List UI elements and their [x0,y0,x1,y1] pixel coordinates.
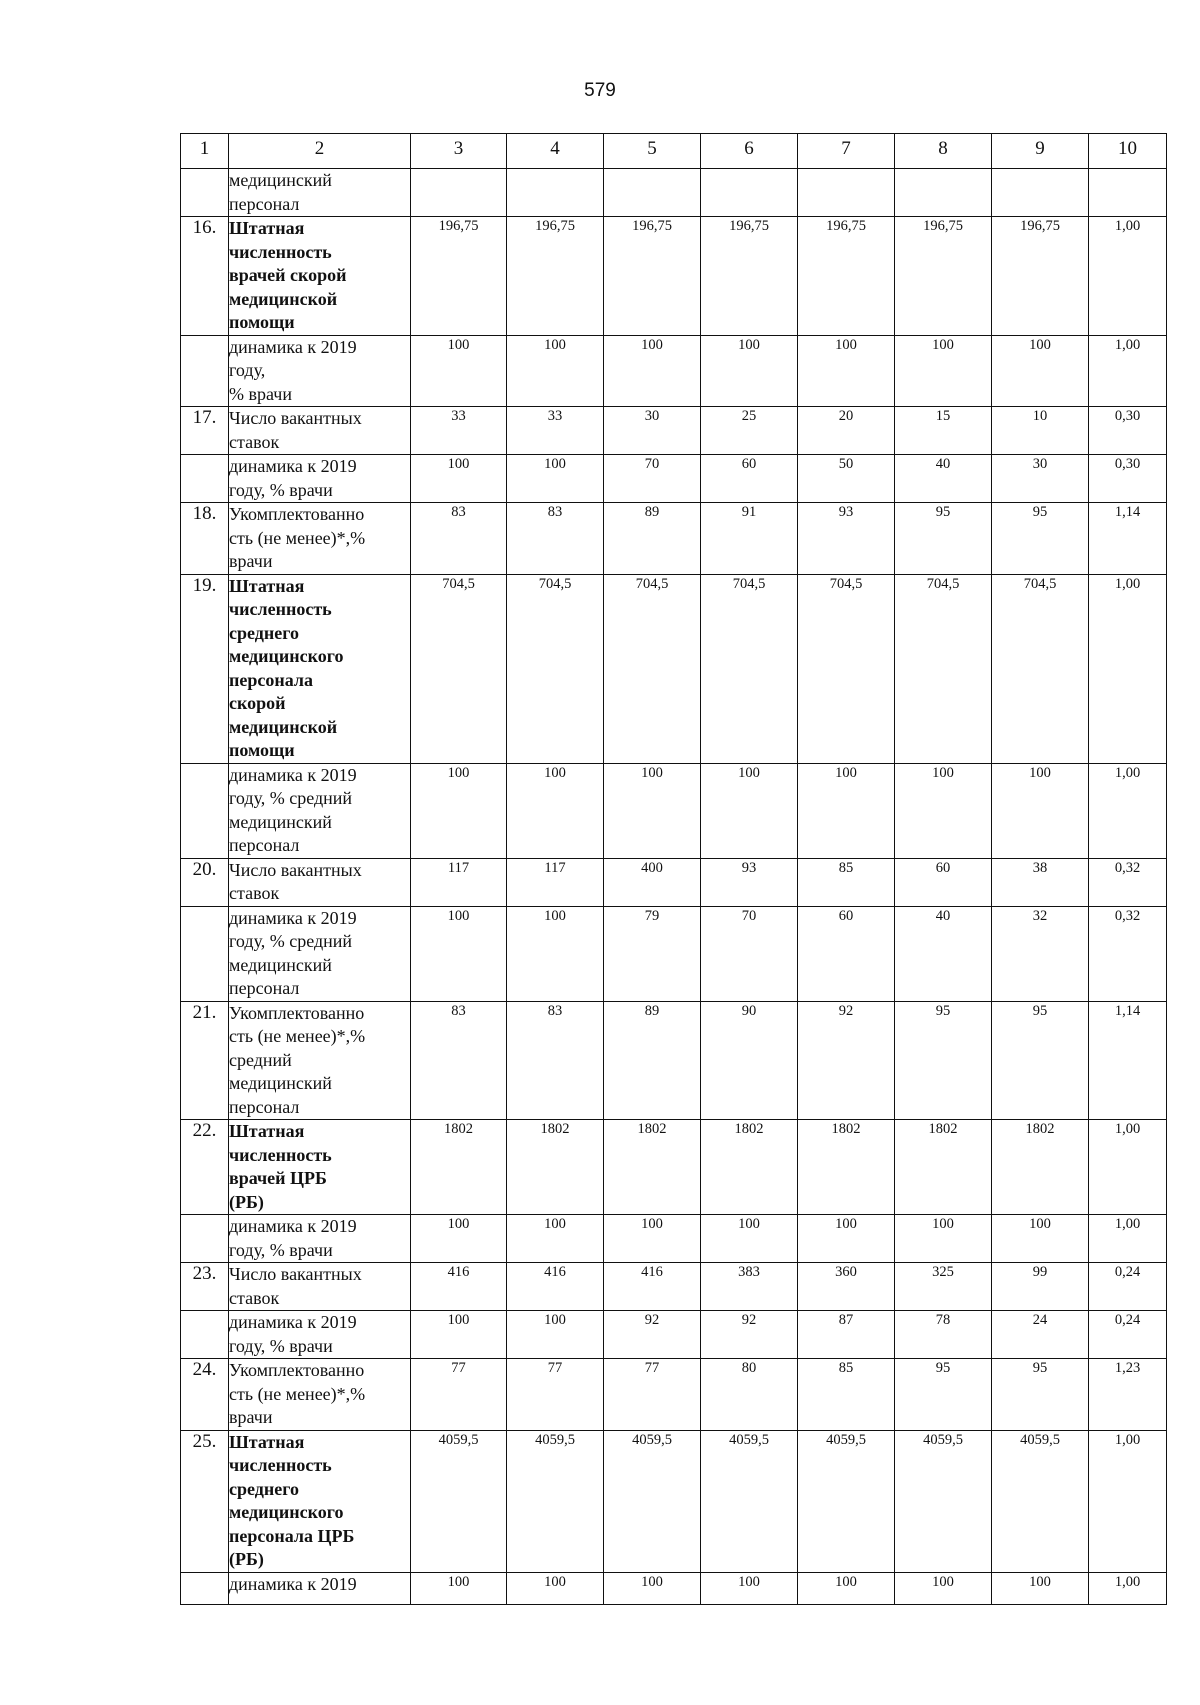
value-cell: 1,23 [1089,1359,1167,1431]
value-cell: 10 [992,407,1089,455]
value-cell [604,169,701,217]
value-cell: 196,75 [604,217,701,336]
value-cell: 1802 [411,1120,507,1215]
row-number [181,763,229,858]
value-cell: 1,00 [1089,763,1167,858]
value-cell: 95 [992,503,1089,575]
value-cell: 1,00 [1089,1572,1167,1604]
value-cell: 704,5 [992,574,1089,763]
value-cell: 91 [701,503,798,575]
value-cell: 92 [798,1001,895,1120]
value-cell: 85 [798,858,895,906]
row-number [181,1215,229,1263]
value-cell: 4059,5 [992,1430,1089,1572]
value-cell: 30 [604,407,701,455]
value-cell: 50 [798,455,895,503]
value-cell: 704,5 [701,574,798,763]
value-cell: 4059,5 [507,1430,604,1572]
table-header [181,134,1167,169]
value-cell: 30 [992,455,1089,503]
table-row [181,1263,1167,1311]
value-cell: 77 [507,1359,604,1431]
value-cell: 0,24 [1089,1311,1167,1359]
value-cell: 1802 [798,1120,895,1215]
value-cell: 196,75 [507,217,604,336]
table-row [181,503,1167,575]
value-cell: 1802 [992,1120,1089,1215]
table-row [181,1359,1167,1431]
value-cell: 0,32 [1089,858,1167,906]
value-cell: 4059,5 [701,1430,798,1572]
header-row [181,134,1167,169]
row-label: Штатная численность среднего медицинского персонала скорой медицинской помощи [229,574,411,763]
row-number [181,169,229,217]
value-cell: 89 [604,503,701,575]
value-cell: 33 [411,407,507,455]
value-cell: 100 [701,1572,798,1604]
value-cell: 15 [895,407,992,455]
table-row [181,407,1167,455]
value-cell: 83 [411,503,507,575]
table-row [181,169,1167,217]
value-cell: 100 [992,335,1089,407]
value-cell: 704,5 [604,574,701,763]
data-table [180,133,1167,1605]
row-label: Укомплектованно сть (не менее)*,% врачи [229,503,411,575]
value-cell: 87 [798,1311,895,1359]
value-cell: 416 [604,1263,701,1311]
value-cell: 100 [895,1572,992,1604]
value-cell: 416 [411,1263,507,1311]
value-cell: 93 [798,503,895,575]
value-cell: 78 [895,1311,992,1359]
row-label: динамика к 2019 году, % средний медицинский персонал [229,763,411,858]
value-cell: 93 [701,858,798,906]
table-row [181,1430,1167,1572]
value-cell [992,169,1089,217]
value-cell: 704,5 [411,574,507,763]
value-cell: 100 [798,1215,895,1263]
value-cell: 100 [411,906,507,1001]
value-cell: 95 [992,1359,1089,1431]
value-cell: 40 [895,906,992,1001]
column-header: 9 [992,134,1089,169]
table-row [181,1311,1167,1359]
row-number: 24. [181,1359,229,1431]
value-cell: 100 [507,1311,604,1359]
row-number: 23. [181,1263,229,1311]
row-number [181,455,229,503]
column-header: 1 [181,134,229,169]
value-cell: 196,75 [992,217,1089,336]
value-cell: 196,75 [411,217,507,336]
value-cell: 77 [604,1359,701,1431]
value-cell: 100 [411,763,507,858]
value-cell: 100 [895,1215,992,1263]
value-cell: 60 [895,858,992,906]
row-label: медицинский персонал [229,169,411,217]
value-cell [895,169,992,217]
value-cell: 100 [992,763,1089,858]
row-number [181,335,229,407]
column-header: 5 [604,134,701,169]
value-cell: 100 [411,455,507,503]
table-row [181,906,1167,1001]
value-cell: 90 [701,1001,798,1120]
value-cell: 196,75 [798,217,895,336]
row-number: 19. [181,574,229,763]
row-label: динамика к 2019 году, % врачи [229,1311,411,1359]
value-cell [1089,169,1167,217]
value-cell [701,169,798,217]
value-cell: 40 [895,455,992,503]
value-cell: 100 [604,1215,701,1263]
value-cell: 83 [507,1001,604,1120]
value-cell: 70 [604,455,701,503]
table-row [181,763,1167,858]
row-label: динамика к 2019 году, % средний медицинский персонал [229,906,411,1001]
value-cell: 117 [411,858,507,906]
row-number: 17. [181,407,229,455]
table-row [181,455,1167,503]
value-cell: 100 [411,1311,507,1359]
row-number: 18. [181,503,229,575]
row-number: 20. [181,858,229,906]
value-cell: 1,00 [1089,1215,1167,1263]
row-number: 21. [181,1001,229,1120]
value-cell: 0,24 [1089,1263,1167,1311]
value-cell: 33 [507,407,604,455]
value-cell: 100 [507,335,604,407]
value-cell: 1,00 [1089,1430,1167,1572]
value-cell: 100 [895,335,992,407]
row-label: динамика к 2019 году, % врачи [229,335,411,407]
value-cell: 4059,5 [411,1430,507,1572]
table-row [181,1001,1167,1120]
value-cell: 1802 [895,1120,992,1215]
value-cell [798,169,895,217]
value-cell: 4059,5 [895,1430,992,1572]
row-number [181,1311,229,1359]
value-cell: 95 [895,1359,992,1431]
value-cell: 100 [895,763,992,858]
value-cell: 0,32 [1089,906,1167,1001]
table-row [181,1120,1167,1215]
row-label: Укомплектованно сть (не менее)*,% врачи [229,1359,411,1431]
value-cell: 100 [798,335,895,407]
table-row [181,1572,1167,1604]
value-cell: 70 [701,906,798,1001]
value-cell: 100 [507,1215,604,1263]
row-number [181,1572,229,1604]
value-cell: 60 [701,455,798,503]
value-cell: 77 [411,1359,507,1431]
value-cell: 85 [798,1359,895,1431]
value-cell: 100 [798,763,895,858]
value-cell: 100 [411,1572,507,1604]
value-cell: 95 [895,503,992,575]
value-cell: 325 [895,1263,992,1311]
table-row [181,335,1167,407]
value-cell: 1,14 [1089,503,1167,575]
column-header: 4 [507,134,604,169]
value-cell: 83 [411,1001,507,1120]
value-cell: 20 [798,407,895,455]
page-number: 579 [584,80,616,101]
value-cell: 0,30 [1089,455,1167,503]
table-row [181,574,1167,763]
value-cell: 400 [604,858,701,906]
value-cell: 704,5 [895,574,992,763]
value-cell: 100 [507,906,604,1001]
table-row [181,217,1167,336]
row-label: Число вакантных ставок [229,858,411,906]
value-cell: 704,5 [507,574,604,763]
value-cell: 32 [992,906,1089,1001]
table-body [181,169,1167,1605]
value-cell: 79 [604,906,701,1001]
column-header: 2 [229,134,411,169]
value-cell: 95 [895,1001,992,1120]
column-header: 7 [798,134,895,169]
value-cell: 100 [604,1572,701,1604]
value-cell: 416 [507,1263,604,1311]
value-cell: 24 [992,1311,1089,1359]
row-label: динамика к 2019 году, % врачи [229,455,411,503]
row-label: Штатная численность врачей ЦРБ (РБ) [229,1120,411,1215]
value-cell: 1802 [604,1120,701,1215]
value-cell: 100 [411,335,507,407]
value-cell: 1,00 [1089,335,1167,407]
value-cell: 1802 [507,1120,604,1215]
value-cell: 100 [701,1215,798,1263]
value-cell: 117 [507,858,604,906]
value-cell: 4059,5 [798,1430,895,1572]
value-cell: 1,00 [1089,217,1167,336]
value-cell: 89 [604,1001,701,1120]
value-cell: 100 [411,1215,507,1263]
value-cell [507,169,604,217]
row-label: Число вакантных ставок [229,407,411,455]
value-cell: 0,30 [1089,407,1167,455]
value-cell: 92 [701,1311,798,1359]
value-cell: 1802 [701,1120,798,1215]
value-cell: 196,75 [701,217,798,336]
column-header: 6 [701,134,798,169]
value-cell: 100 [798,1572,895,1604]
value-cell: 100 [701,335,798,407]
row-label: динамика к 2019 [229,1572,411,1604]
column-header: 10 [1089,134,1167,169]
value-cell: 1,14 [1089,1001,1167,1120]
value-cell: 100 [604,335,701,407]
value-cell: 38 [992,858,1089,906]
row-number: 22. [181,1120,229,1215]
value-cell: 100 [507,1572,604,1604]
value-cell: 100 [604,763,701,858]
value-cell: 100 [992,1572,1089,1604]
value-cell: 25 [701,407,798,455]
value-cell: 196,75 [895,217,992,336]
row-label: Штатная численность среднего медицинского персонала ЦРБ (РБ) [229,1430,411,1572]
value-cell: 60 [798,906,895,1001]
value-cell: 95 [992,1001,1089,1120]
row-number: 25. [181,1430,229,1572]
value-cell: 704,5 [798,574,895,763]
value-cell: 4059,5 [604,1430,701,1572]
value-cell: 360 [798,1263,895,1311]
row-label: динамика к 2019 году, % врачи [229,1215,411,1263]
value-cell: 100 [507,455,604,503]
value-cell: 1,00 [1089,574,1167,763]
value-cell: 99 [992,1263,1089,1311]
value-cell: 83 [507,503,604,575]
table-row [181,858,1167,906]
value-cell: 92 [604,1311,701,1359]
value-cell: 80 [701,1359,798,1431]
row-number [181,906,229,1001]
value-cell: 100 [701,763,798,858]
value-cell: 100 [992,1215,1089,1263]
column-header: 3 [411,134,507,169]
row-label: Число вакантных ставок [229,1263,411,1311]
row-number: 16. [181,217,229,336]
value-cell: 1,00 [1089,1120,1167,1215]
row-label: Укомплектованно сть (не менее)*,% средний медицинский персонал [229,1001,411,1120]
value-cell: 383 [701,1263,798,1311]
value-cell: 100 [507,763,604,858]
column-header: 8 [895,134,992,169]
row-label: Штатная численность врачей скорой медицинской помощи [229,217,411,336]
value-cell [411,169,507,217]
table-row [181,1215,1167,1263]
